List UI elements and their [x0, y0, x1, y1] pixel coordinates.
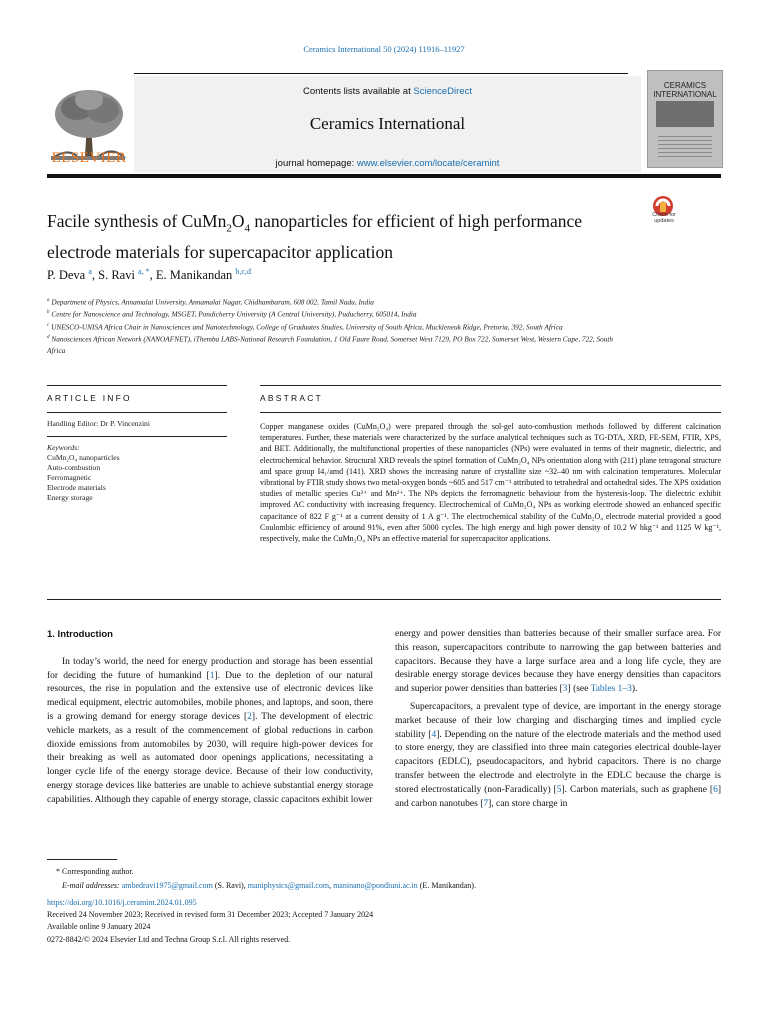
paragraph: [47, 656, 373, 808]
article-metadata: [47, 897, 721, 946]
affiliation-mark: b: [47, 310, 50, 316]
abstract-divider: [260, 412, 721, 413]
contents-line: [134, 86, 641, 97]
contents-prefix: Contents lists available at: [303, 86, 411, 97]
affiliation-item: [47, 320, 631, 332]
text-run: ] and carbon nanotubes [: [395, 784, 721, 809]
author-affiliation-mark[interactable]: a, *: [138, 267, 150, 276]
text-run: ]. Due to the depletion of our natural resources, the rise in population and the extensive use of electronic devices like medical equipment, electric automobiles, mobile phones, and laptops, and soon, there is a growing demand for energy storage devices [: [47, 670, 374, 722]
keyword-item: Electrode materials: [47, 483, 106, 492]
keywords-label: Keywords:: [47, 443, 80, 452]
citation-link[interactable]: 6: [713, 784, 718, 795]
body-column-right: [395, 628, 721, 811]
affiliation-text: UNESCO-UNISA Africa Chair in Nanosciences and Nanotechnology, College of Graduates Studies, University of South Africa, Muckleneuk Ridge, Pretoria, 392, South Africa: [51, 322, 563, 332]
text-run: ] (see: [567, 684, 591, 695]
text-run: ]. Depending on the nature of the electrode materials and the method used to store energy, they are classified into three main categories electrical double-layer capacitors (EDLC), pseudocapacitors, and hybrid capacitors. There is no charge transfer between the electrode and electrolyte in the EDLC because the charge is stored electrostatically (non-Faradically) [: [395, 729, 721, 795]
title-line-2: electrode materials for supercapacitor application: [47, 241, 393, 262]
text-run: ).: [631, 684, 638, 695]
affiliation-item: [47, 332, 631, 355]
affiliation-list: [47, 295, 631, 356]
doi-link[interactable]: https://doi.org/10.1016/j.ceramint.2024.01.095: [47, 898, 197, 907]
footnote-block: [56, 865, 726, 893]
citation-link[interactable]: 1: [209, 670, 215, 681]
handling-editor: Handling Editor: Dr P. Vincenzini: [47, 419, 150, 428]
abstract-heading: ABSTRACT: [260, 393, 323, 403]
journal-name: Ceramics International: [309, 114, 466, 133]
author-affiliation-mark[interactable]: b,c,d: [235, 267, 251, 276]
affiliation-item: [47, 307, 631, 319]
keyword-item: Energy storage: [47, 493, 93, 502]
email-link[interactable]: ambedravi1975@gmail.com: [121, 881, 213, 890]
article-info-heading: ARTICLE INFO: [47, 393, 132, 403]
keyword-item: CuMn₂O₄ nanoparticles: [47, 453, 120, 462]
keyword-item: Ferromagnetic: [47, 473, 92, 482]
elsevier-wordmark: ELSEVIER: [51, 150, 127, 166]
affiliation-text: Nanosciences African Network (NANOAFNET), iThemba LABS-National Research Foundation, 1 Old Faure Road, Somerset West 7129, PO Box 722, Somerset West, Western Cape, 722, South Africa: [47, 334, 614, 355]
text-run: ]. The development of electric vehicle markets, as a result of the commencement of global reductions in carbon dioxide emissions from automobiles by 2030, will require high-power devices for their breaking as well as automated door openings applications, necessitating a longer cycle life of the energy storage device. Because of their low conductivity, energy storage devices like batteries are unable to achieve substantial energy storage capabilities. Although they capable of energy storage, classic capacitors exhibit lower: [47, 711, 373, 805]
author-list: P. Deva $^a$, S. Ravi $^{a, *}$, E. Manikandan $^{b,c,d}$: [47, 267, 251, 283]
journal-homepage-link[interactable]: www.elsevier.com/locate/ceramint: [356, 158, 500, 169]
available-online: Available online 9 January 2024: [47, 922, 151, 932]
cover-title: CERAMICS INTERNATIONAL: [653, 81, 717, 99]
sciencedirect-link[interactable]: ScienceDirect: [413, 86, 472, 97]
title-subscript: 2: [226, 222, 232, 235]
journal-header-box: [134, 76, 641, 172]
email-line: E-mail addresses: ambedravi1975@gmail.com (S. Ravi), maniphysics@gmail.com, maninano@pondiuni.ac.in (E. Manikandan).: [62, 881, 476, 890]
text-run: ]. Carbon materials, such as graphene [: [561, 784, 714, 795]
abstract-rule: [260, 385, 721, 386]
abstract-bottom-rule: [47, 599, 721, 600]
affiliation-text: Centre for Nanoscience and Technology, MSGET, Pondicherry University (A Central University), Puducherry, 605014, India: [51, 309, 417, 319]
title-part: Facile synthesis of CuMn: [47, 211, 227, 231]
body-column-left: [47, 628, 373, 808]
check-for-updates-label: [646, 212, 682, 224]
citation-link[interactable]: 3: [562, 684, 568, 695]
corresponding-author-note: * Corresponding author.: [56, 867, 134, 876]
received-dates: Received 24 November 2023; Received in revised form 31 December 2023; Accepted 7 January 2024: [47, 910, 374, 920]
email-label: E-mail addresses:: [62, 881, 120, 890]
article-info-divider: [47, 412, 227, 413]
author-name: E. Manikandan: [155, 268, 233, 283]
paragraph: [395, 701, 721, 811]
article-info-column: [47, 393, 227, 503]
email-owner: (S. Ravi),: [212, 881, 248, 890]
title-part: O: [231, 211, 245, 231]
journal-header: [47, 70, 721, 174]
affiliation-mark: d: [47, 335, 50, 341]
citation-link[interactable]: 4: [431, 729, 437, 740]
text-run: In today’s world, the need for energy production and storage has been essential for deciding the future of humankind [: [47, 656, 373, 681]
affiliation-item: [47, 295, 631, 307]
article-title: [47, 210, 617, 264]
paragraph: [395, 628, 721, 697]
affiliation-mark: a: [47, 298, 50, 303]
section-heading-introduction: 1. Introduction: [47, 629, 113, 640]
title-part: nanoparticles for efficient of high performance: [250, 211, 583, 231]
abstract-text: Copper manganese oxides (CuMn₂O₄) were prepared through the sol-gel auto-combustion methods followed by different calcination temperatures. Further, these materials were characterized by the surface analytical techniques such as TG-DTA, XRD, FE-SEM, FTIR, XPS, and BET. Additionally, the multifunctional properties of these nanoparticles (NPs) were evaluated in terms of their magnetic, dielectric, and electrochemical behavior. Structural XRD reveals the spinel formation of CuMn₂O₄ NPs orientation along with (211) plane tetragonal structure and space group I4₁/amd (141). XRD shows the increasing nature of crystallite size ~32–40 nm with calcination temperatures. Molecular vibrational by FTIR study shows two metal-oxygen bonds ~605 and 517 cm⁻¹ attributed to tetrahedral and octahedral sides. The XPS oxidation studies of metallic species Cu²⁺ and Mn²⁺. The NPs depicts the ferromagnetic behaviour from the hysteresis-loop. The dielectric exhibit improved AC conductivity with increasing frequency. Electrochemical of CuMn₂O₄ NPs as working electrode showed an enhanced specific capacitance of 822 F g⁻¹ at a current density of 1 A g⁻¹. The electrochemical stability of the CuMn₂O₄ electrode material provided a good Coulombic efficiency of around 91%, even after 5000 cycles. The high energy and high power density of 10.2 W hkg⁻¹ and 1125 W kg⁻¹, respectively, make the CuMn₂O₄ NPs an effective material for supercapacitor applications.: [260, 422, 721, 544]
citation-link[interactable]: 5: [556, 784, 562, 795]
author-name: P. Deva: [47, 268, 86, 283]
tables-link[interactable]: Tables 1–3: [590, 684, 632, 695]
email-link[interactable]: maninano@pondiuni.ac.in: [333, 881, 418, 890]
journal-citation-link[interactable]: Ceramics International 50 (2024) 11916–11927: [303, 44, 465, 54]
corresponding-text: Corresponding author.: [62, 867, 134, 876]
author-name: S. Ravi: [98, 268, 135, 283]
badge-line-1: Check for: [652, 212, 676, 218]
homepage-prefix: journal homepage:: [275, 158, 355, 169]
badge-line-2: updates: [654, 218, 674, 224]
affiliation-text: Department of Physics, Annamalai University, Annamalai Nagar, Chidhambaram, 608 002, Tamil Nadu, India: [51, 297, 374, 307]
footnote-rule: [47, 859, 117, 860]
homepage-line: [134, 158, 641, 169]
text-run: Supercapacitors, a prevalent type of device, are important in the energy storage market because of their low charging and discharging times and implied cycle stability [: [395, 701, 721, 740]
article-info-rule: [47, 385, 227, 386]
journal-cover-thumbnail: [647, 70, 723, 168]
affiliation-mark: c: [47, 322, 50, 328]
header-rule: [47, 174, 721, 178]
email-link[interactable]: maniphysics@gmail.com: [247, 881, 330, 890]
title-subscript: 4: [244, 222, 251, 235]
cover-text-lines: [658, 133, 712, 157]
keyword-item: Auto-combustion: [47, 463, 101, 472]
email-owner: (E. Manikandan).: [417, 881, 476, 890]
abstract-column: [260, 393, 721, 544]
text-run: energy and power densities than batteries because of their smaller surface area. For this reason, supercapacitors contribute to narrowing the gap between batteries and capacitors. Because they have a large surface area and a long life cycle, they are desirable energy storage devices because they have energy densities than capacitors and superior power densities than batteries [: [395, 629, 721, 695]
keywords-divider: [47, 436, 227, 437]
author-affiliation-mark[interactable]: a: [88, 267, 92, 276]
citation-link[interactable]: 7: [483, 798, 489, 809]
copyright-line: 0272-8842/© 2024 Elsevier Ltd and Techna Group S.r.l. All rights reserved.: [47, 934, 291, 944]
text-run: ], can store charge in: [488, 798, 568, 809]
cover-image: [656, 101, 714, 127]
citation-link[interactable]: 2: [247, 711, 252, 722]
